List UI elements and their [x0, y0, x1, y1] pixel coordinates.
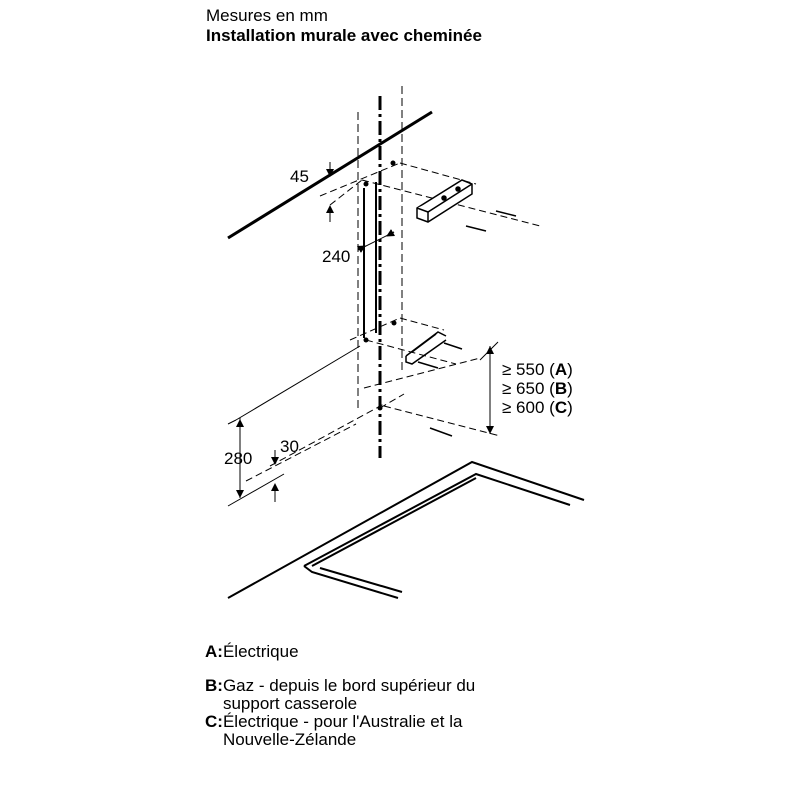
legend-item-c	[205, 713, 523, 749]
dim-280-label: 280	[224, 449, 253, 468]
legend-text: Électrique	[222, 642, 299, 661]
diagram-title: Installation murale avec cheminée	[206, 26, 482, 45]
legend-item-b	[205, 677, 523, 713]
lower-screw-holes	[378, 406, 383, 411]
upper-bracket-icon	[417, 180, 472, 222]
dim-240-label: 240	[322, 247, 351, 266]
dim-clearance	[480, 342, 498, 434]
upper-channel	[364, 182, 376, 338]
legend-key: C:	[205, 712, 223, 731]
clearance-a-label: ≥ 550 (A)	[502, 360, 573, 379]
clearance-c-label: ≥ 600 (C)	[502, 398, 573, 417]
units-note: Mesures en mm	[206, 6, 328, 25]
upper-screws-icon	[466, 211, 516, 231]
cooktop-outline	[228, 462, 584, 598]
legend-key: B:	[205, 676, 223, 695]
lower-screws-icon	[418, 343, 462, 436]
dim-45-label: 45	[290, 167, 309, 186]
clearance-b-label: ≥ 650 (B)	[502, 379, 573, 398]
dim-30-label: 30	[280, 437, 299, 456]
legend-item-a	[205, 643, 523, 661]
legend-text: Électrique - pour l'Australie et la Nouvelle-Zélande	[222, 712, 463, 749]
hood-outline	[228, 346, 500, 481]
hood-bottom-line	[228, 474, 284, 506]
legend	[205, 643, 523, 749]
legend-text: Gaz - depuis le bord supérieur du support casserole	[222, 676, 476, 713]
lower-bracket-icon	[406, 332, 446, 364]
legend-key: A:	[205, 642, 223, 661]
